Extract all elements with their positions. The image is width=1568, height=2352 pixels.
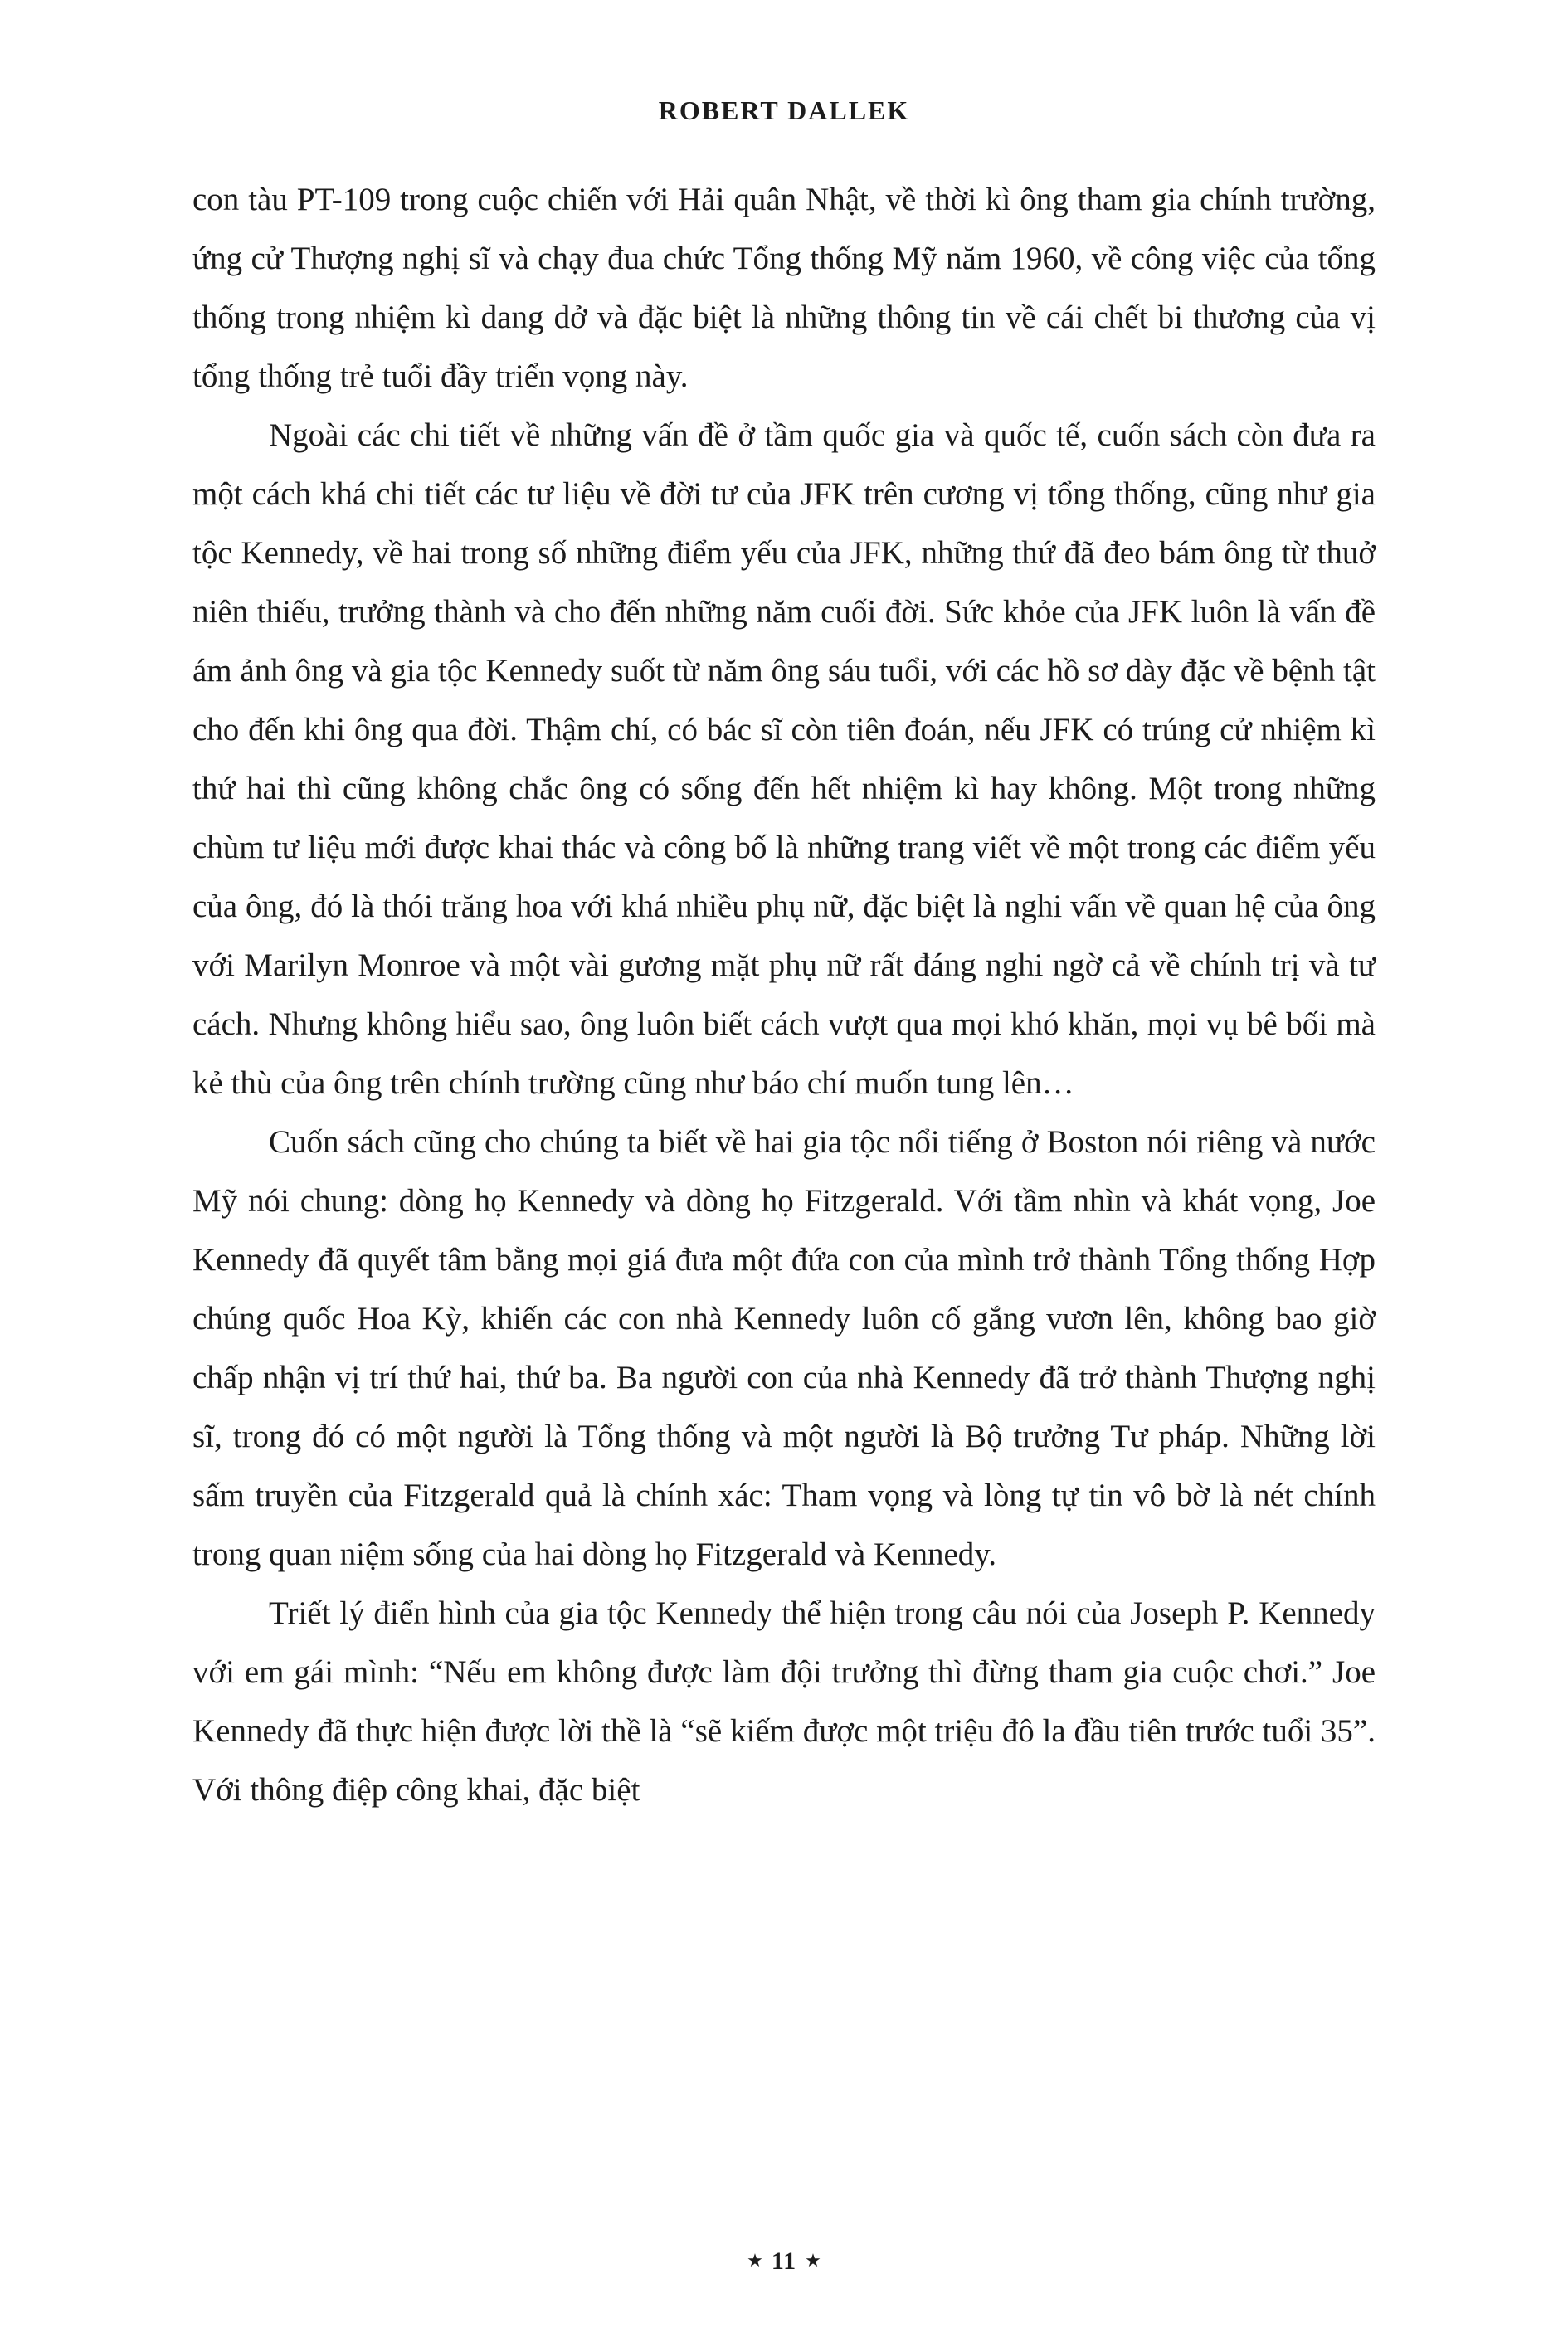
paragraph: con tàu PT-109 trong cuộc chiến với Hải quân Nhật, về thời kì ông tham gia chính trường, ứng cử Thượng nghị sĩ và chạy đua chức Tổng thống Mỹ năm 1960, về công việc của tổng thống trong nhiệm kì dang dở và đặc biệt là những thông tin về cái chết bi thương của vị tổng thống trẻ tuổi đầy triển vọng này. xyxy=(192,182,1376,394)
star-icon: ★ xyxy=(747,2250,763,2271)
star-icon: ★ xyxy=(805,2250,821,2271)
page-body xyxy=(192,170,1376,1819)
page-number: 11 xyxy=(771,2247,797,2275)
paragraph: Cuốn sách cũng cho chúng ta biết về hai gia tộc nổi tiếng ở Boston nói riêng và nước Mỹ nói chung: dòng họ Kennedy và dòng họ Fitzgerald. Với tầm nhìn và khát vọng, Joe Kennedy đã quyết tâm bằng mọi giá đưa một đứa con của mình trở thành Tổng thống Hợp chúng quốc Hoa Kỳ, khiến các con nhà Kennedy luôn cố gắng vươn lên, không bao giờ chấp nhận vị trí thứ hai, thứ ba. Ba người con của nhà Kennedy đã trở thành Thượng nghị sĩ, trong đó có một người là Tổng thống và một người là Bộ trưởng Tư pháp. Những lời sấm truyền của Fitzgerald quả là chính xác: Tham vọng và lòng tự tin vô bờ là nét chính trong quan niệm sống của hai dòng họ Fitzgerald và Kennedy. xyxy=(192,1124,1376,1572)
page-header-author: ROBERT DALLEK xyxy=(658,95,910,125)
paragraph: Triết lý điển hình của gia tộc Kennedy thể hiện trong câu nói của Joseph P. Kennedy với em gái mình: “Nếu em không được làm đội trưởng thì đừng tham gia cuộc chơi.” Joe Kennedy đã thực hiện được lời thề là “sẽ kiếm được một triệu đô la đầu tiên trước tuổi 35”. Với thông điệp công khai, đặc biệt xyxy=(192,1595,1376,1808)
paragraph: Ngoài các chi tiết về những vấn đề ở tầm quốc gia và quốc tế, cuốn sách còn đưa ra một cách khá chi tiết các tư liệu về đời tư của JFK trên cương vị tổng thống, cũng như gia tộc Kennedy, về hai trong số những điểm yếu của JFK, những thứ đã đeo bám ông từ thuở niên thiếu, trưởng thành và cho đến những năm cuối đời. Sức khỏe của JFK luôn là vấn đề ám ảnh ông và gia tộc Kennedy suốt từ năm ông sáu tuổi, với các hồ sơ dày đặc về bệnh tật cho đến khi ông qua đời. Thậm chí, có bác sĩ còn tiên đoán, nếu JFK có trúng cử nhiệm kì thứ hai thì cũng không chắc ông có sống đến hết nhiệm kì hay không. Một trong những chùm tư liệu mới được khai thác và công bố là những trang viết về một trong các điểm yếu của ông, đó là thói trăng hoa với khá nhiều phụ nữ, đặc biệt là nghi vấn về quan hệ của ông với Marilyn Monroe và một vài gương mặt phụ nữ rất đáng nghi ngờ cả về chính trị và tư cách. Nhưng không hiểu sao, ông luôn biết cách vượt qua mọi khó khăn, mọi vụ bê bối mà kẻ thù của ông trên chính trường cũng như báo chí muốn tung lên… xyxy=(192,417,1376,1101)
page-footer xyxy=(0,2247,1568,2276)
